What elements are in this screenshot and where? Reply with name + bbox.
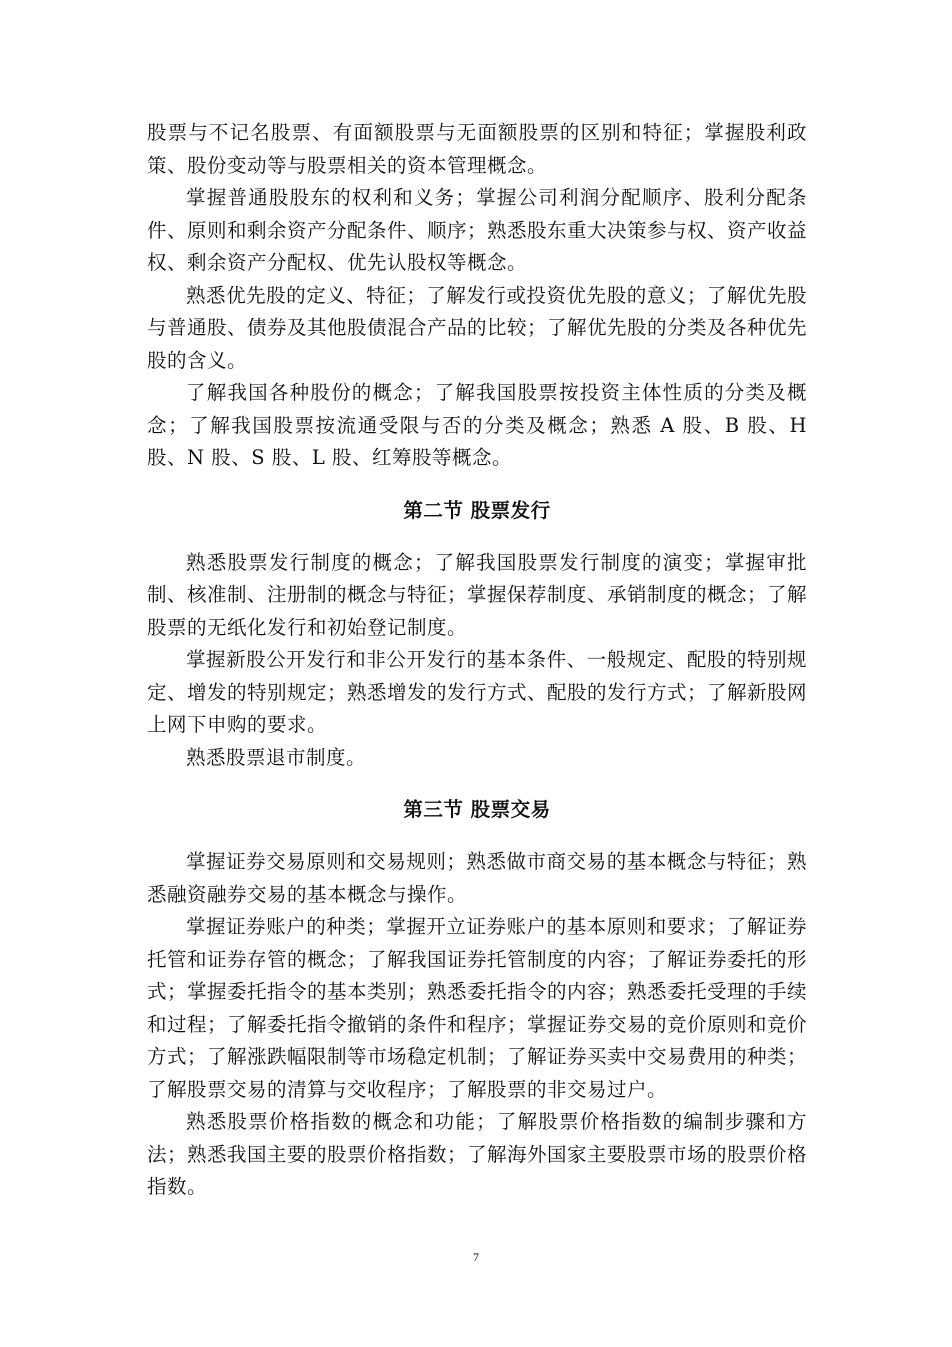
paragraph: 熟悉股票价格指数的概念和功能；了解股票价格指数的编制步骤和方法；熟悉我国主要的股票价格指数；了解海外国家主要股票市场的股票价格指数。 <box>147 1110 808 1198</box>
paragraph: 掌握新股公开发行和非公开发行的基本条件、一般规定、配股的特别规定、增发的特别规定；熟悉增发的发行方式、配股的发行方式；了解新股网上网下申购的要求。 <box>147 648 808 736</box>
paragraph: 熟悉优先股的定义、特征；了解发行或投资优先股的意义；了解优先股与普通股、债券及其他股债混合产品的比较；了解优先股的分类及各种优先股的含义。 <box>147 283 808 372</box>
paragraph: 熟悉股票退市制度。 <box>186 745 367 769</box>
paragraph: 股票与不记名股票、有面额股票与无面额股票的区别和特征；掌握股利政策、股份变动等与股票相关的资本管理概念。 <box>147 121 807 177</box>
paragraph: 掌握普通股股东的权利和义务；掌握公司利润分配顺序、股利分配条件、原则和剩余资产分配条件、顺序；熟悉股东重大决策参与权、资产收益权、剩余资产分配权、优先认股权等概念。 <box>147 186 808 274</box>
paragraph: 了解我国各种股份的概念；了解我国股票按投资主体性质的分类及概念；了解我国股票按流通受限与否的分类及概念；熟悉 A 股、B 股、H 股、N 股、S 股、L 股、红筹股等概念。 <box>147 381 807 469</box>
section-heading: 第二节 股票发行 <box>403 498 551 522</box>
paragraph: 熟悉股票发行制度的概念；了解我国股票发行制度的演变；掌握审批制、核准制、注册制的概念与特征；掌握保荐制度、承销制度的概念；了解股票的无纸化发行和初始登记制度。 <box>147 550 808 639</box>
paragraph: 掌握证券交易原则和交易规则；熟悉做市商交易的基本概念与特征；熟悉融资融券交易的基本概念与操作。 <box>147 850 807 906</box>
page-number: 7 <box>473 1250 479 1264</box>
page-content <box>147 117 807 1204</box>
paragraph: 掌握证券账户的种类；掌握开立证券账户的基本原则和要求；了解证券托管和证券存管的概念；了解我国证券托管制度的内容；了解证券委托的形式；掌握委托指令的基本类别；熟悉委托指令的内容；熟悉委托受理的手续和过程；了解委托指令撤销的条件和程序；掌握证券交易的竞价原则和竞价方式；了解涨跌幅限制等市场稳定机制；了解证券买卖中交易费用的种类；了解股票交易的清算与交收程序；了解股票的非交易过户。 <box>147 915 808 1101</box>
section-heading: 第三节 股票交易 <box>403 798 551 821</box>
